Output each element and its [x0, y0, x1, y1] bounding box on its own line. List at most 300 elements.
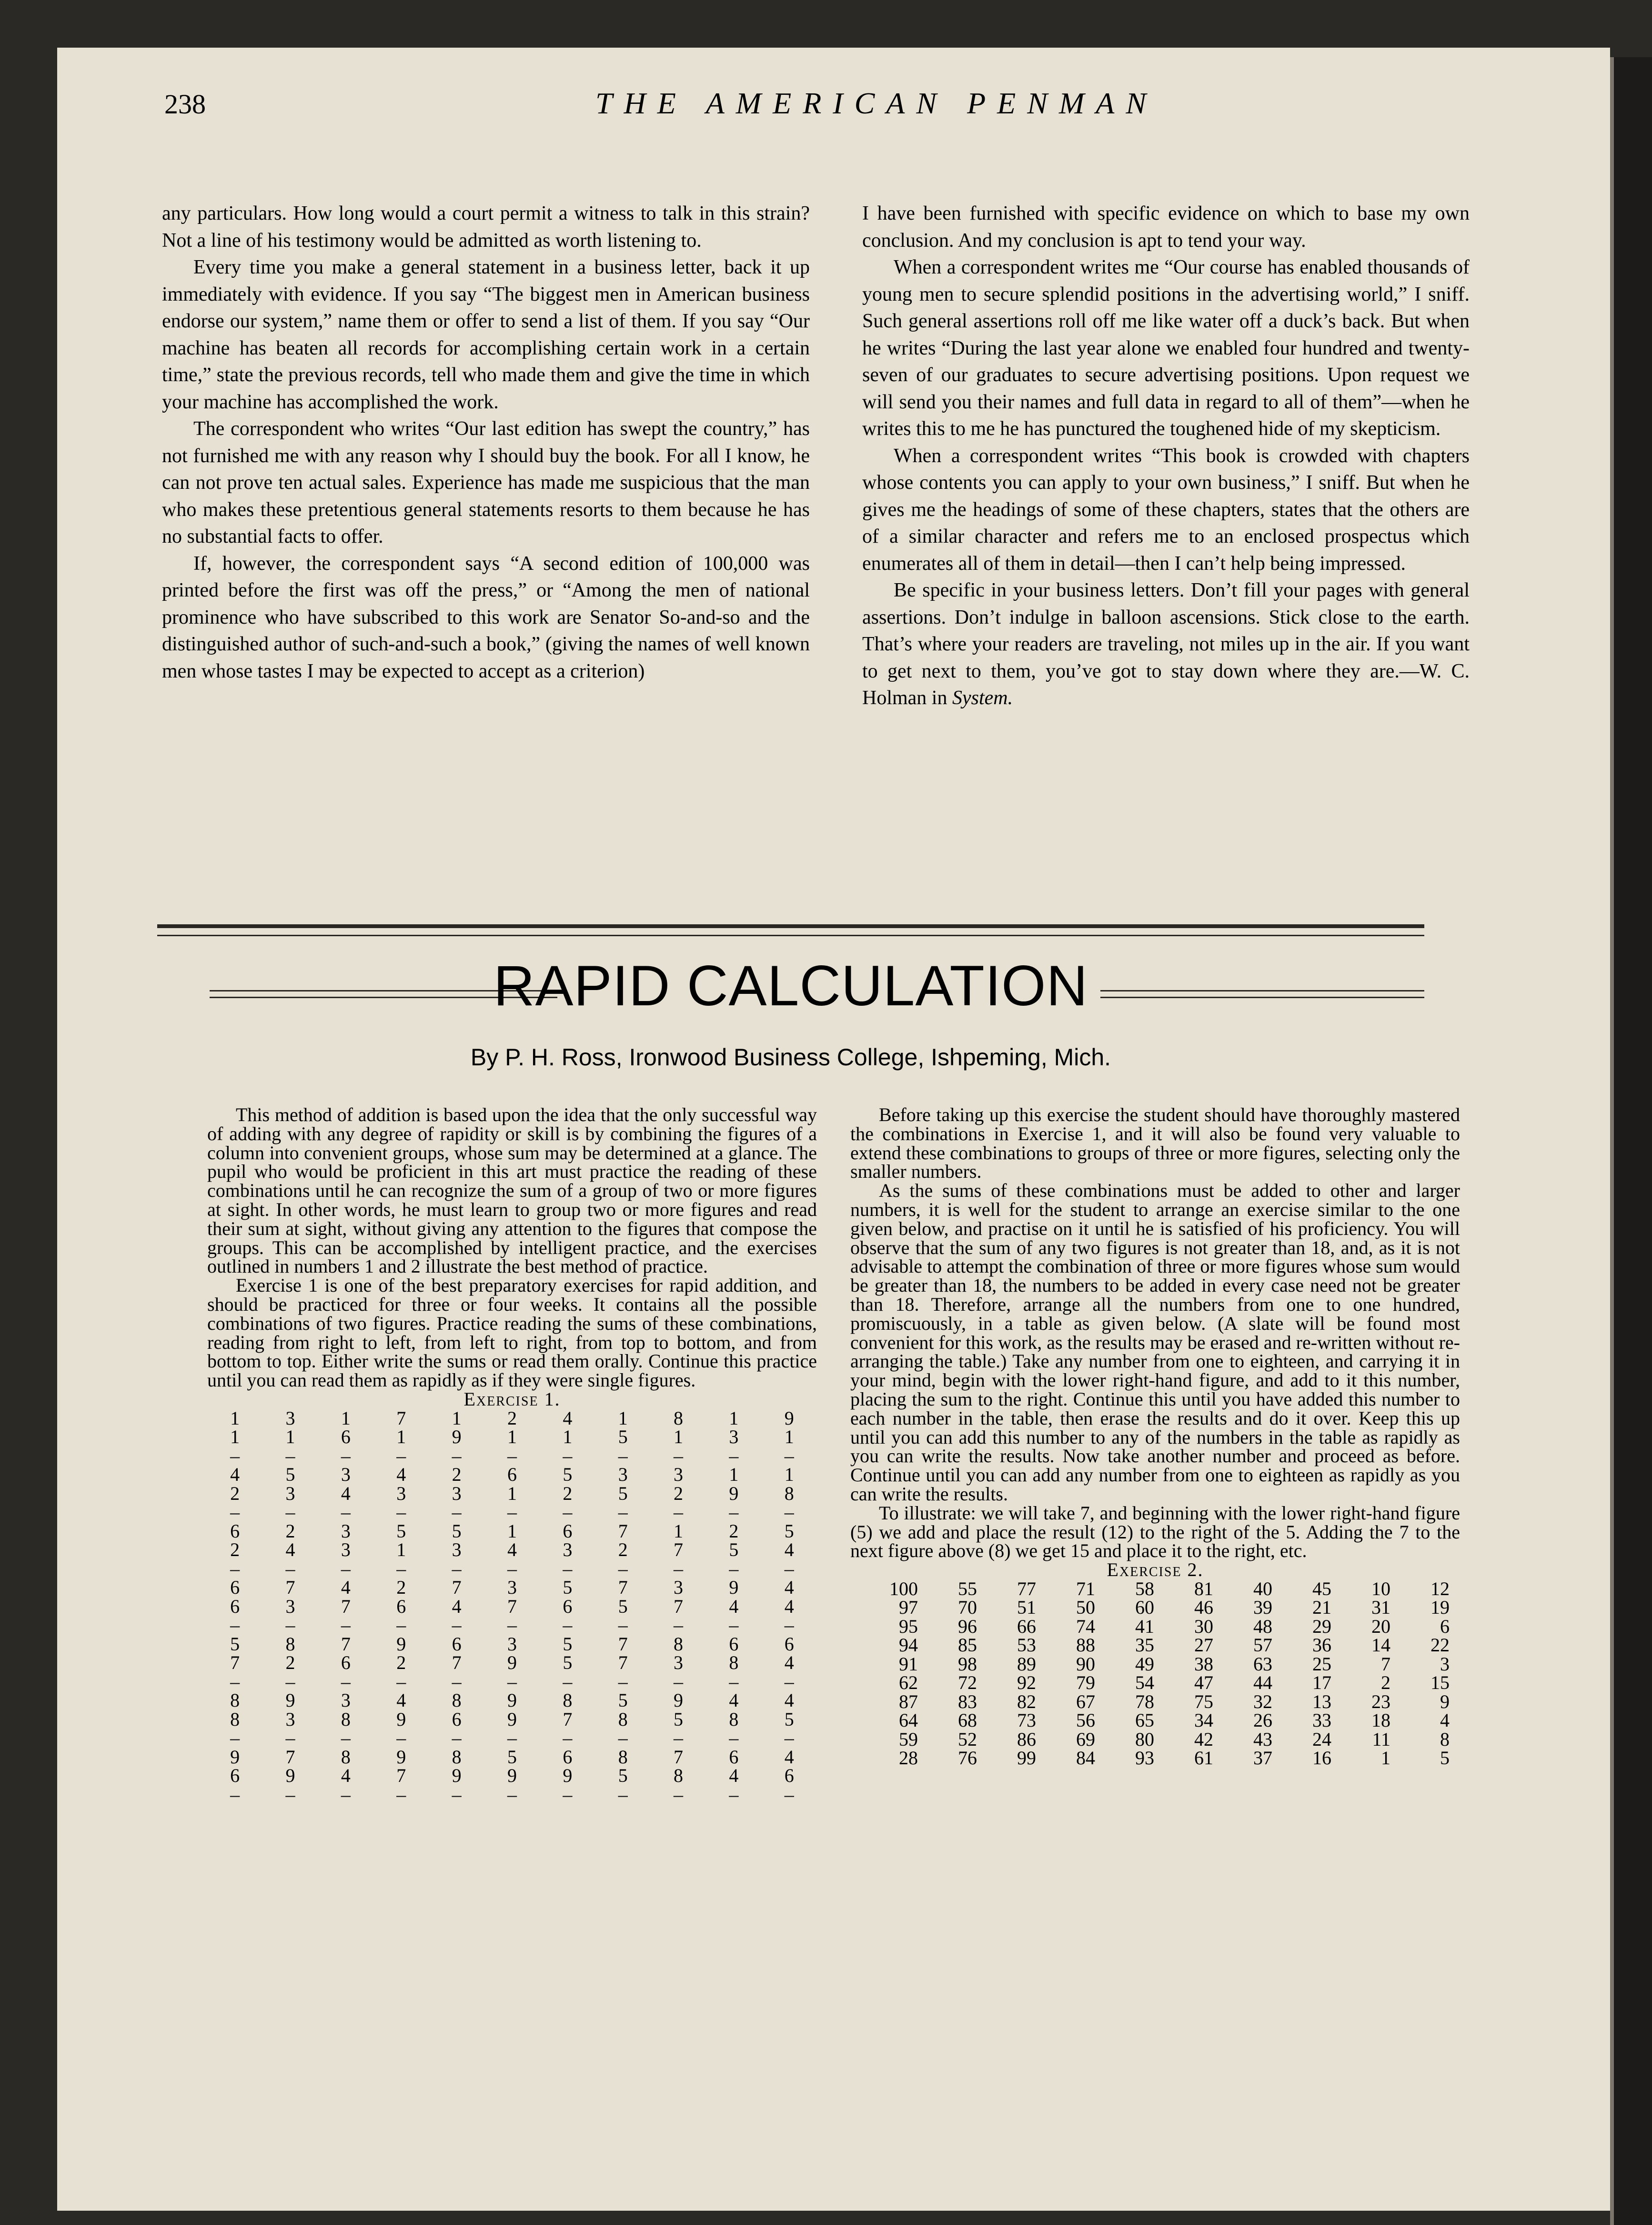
table-cell: 6: [341, 1426, 351, 1448]
table-cell: 3: [341, 1464, 351, 1486]
table-cell: 7: [341, 1633, 351, 1655]
table-cell: 97: [899, 1597, 918, 1618]
table-row: [207, 1691, 817, 1710]
dash-mark: –: [285, 1614, 295, 1636]
table-cell: 26: [1253, 1709, 1272, 1731]
table-cell: 79: [1076, 1672, 1095, 1694]
table-row: [207, 1522, 817, 1541]
table-cell: 8: [674, 1407, 684, 1429]
table-cell: 3: [452, 1482, 462, 1504]
table-cell: 6: [563, 1595, 573, 1617]
dash-mark: –: [563, 1614, 573, 1636]
table-cell: 83: [958, 1690, 977, 1712]
table-cell: 42: [1194, 1728, 1213, 1750]
dash-mark: –: [784, 1501, 794, 1523]
dash-mark: –: [230, 1783, 240, 1805]
table-cell: 9: [507, 1689, 517, 1711]
table-cell: 1: [396, 1426, 406, 1448]
table-cell: 9: [507, 1708, 517, 1730]
table-cell: 55: [958, 1578, 977, 1599]
paragraph: As the sums of these combinations must be added to other and larger numbers, it is well for the student to arrange an exercise similar to the one given below, and practise on it until he is satisfied of his proficiency. You will observe that the sum of any two figures is not greater than 18, and, as it is not advisable to attempt the combination of three or more figures whose sum would be greater than 18, the numbers to be added in every case need not be greater than 18. Therefore, arrange all the numbers from one to one hundred, promiscuously, in a table as given below. (A slate will be found most convenient for this work, as the results may be erased and re-written without re-arranging the table.) Take any number from one to eighteen, and carrying it in your mind, begin with the lower right-hand figure, and add to it this number, placing the sum to the right. Continue this until you have added this number to each number in the table, then erase the results and do it over. Keep this up until you can add this number to any of the numbers in the table as rapidly as you can write the results. Now take another number and proceed as before. Continue until you can add any number from one to eighteen as rapidly as you can write the results.: [850, 1180, 1460, 1505]
dash-mark: –: [563, 1670, 573, 1692]
table-cell: 8: [230, 1689, 240, 1711]
table-cell: 8: [729, 1708, 739, 1730]
table-cell: 5: [563, 1464, 573, 1486]
table-cell: 3: [507, 1633, 517, 1655]
dash-mark: –: [341, 1670, 351, 1692]
table-cell: 8: [674, 1633, 684, 1655]
table-cell: 59: [899, 1728, 918, 1750]
paragraph: To illustrate: we will take 7, and beginning with the lower right-hand figure (5) we add and place the result (12) to the right of the 5. Adding the 7 to the next figure above (8) we get 15 and place it to the right, etc.: [850, 1502, 1460, 1562]
table-row: [850, 1579, 1460, 1598]
table-cell: 5: [452, 1520, 462, 1542]
table-cell: 2: [729, 1520, 739, 1542]
table-cell: 28: [899, 1747, 918, 1769]
table-cell: 84: [1076, 1747, 1095, 1769]
book-spine: [1610, 57, 1652, 2225]
table-cell: 53: [1017, 1634, 1036, 1656]
table-cell: 3: [285, 1482, 295, 1504]
table-cell: 1: [563, 1426, 573, 1448]
table-cell: 7: [507, 1595, 517, 1617]
table-cell: 6: [396, 1595, 406, 1617]
paragraph: Before taking up this exercise the student should have thoroughly mastered the combinations in Exercise 1, and it will also be found very valuable to extend these combinations to groups of three or more figures, selecting only the smaller numbers.: [850, 1104, 1460, 1183]
table-cell: 7: [618, 1633, 628, 1655]
table-cell: 2: [563, 1482, 573, 1504]
table-cell: 5: [396, 1520, 406, 1542]
table-cell: 5: [618, 1482, 628, 1504]
dash-mark: –: [784, 1727, 794, 1749]
table-cell: 19: [1430, 1597, 1450, 1618]
table-row: [850, 1636, 1460, 1655]
table-cell: 5: [563, 1577, 573, 1598]
table-cell: 2: [230, 1539, 240, 1561]
table-cell: 9: [452, 1426, 462, 1448]
dash-mark: –: [674, 1558, 684, 1579]
dash-mark: –: [341, 1727, 351, 1749]
table-cell: 9: [507, 1765, 517, 1787]
title-line-right: [1100, 990, 1424, 991]
table-cell: 8: [341, 1746, 351, 1768]
table-cell: 20: [1371, 1615, 1390, 1637]
dash-mark: –: [729, 1670, 739, 1692]
table-cell: 6: [452, 1633, 462, 1655]
table-cell: 6: [452, 1708, 462, 1730]
dash-mark: –: [507, 1783, 517, 1805]
table-cell: 7: [674, 1539, 684, 1561]
table-cell: 6: [341, 1652, 351, 1674]
paragraph: Exercise 1 is one of the best preparatory exercises for rapid addition, and should be practiced for three or four weeks. It contains all the possible combinations of two figures. Practice reading the sums of these combinations, reading from right to left, from left to right, from top to bottom, and from bottom to top. Either write the sums or read them orally. Continue this practice until you can read them as rapidly as if they were single figures.: [207, 1274, 817, 1391]
table-row: [207, 1540, 817, 1559]
table-row: [850, 1673, 1460, 1692]
dash-mark: –: [452, 1558, 462, 1579]
table-cell: 5: [674, 1708, 684, 1730]
table-cell: 2: [230, 1482, 240, 1504]
table-cell: 1: [230, 1407, 240, 1429]
table-row: [207, 1427, 817, 1446]
table-cell: 49: [1135, 1653, 1154, 1675]
table-cell: 4: [729, 1689, 739, 1711]
table-cell: 4: [507, 1539, 517, 1561]
article-top-right-column: [862, 200, 1470, 712]
table-cell: 7: [674, 1595, 684, 1617]
table-cell: 6: [784, 1765, 794, 1787]
dash-row: [207, 1503, 817, 1522]
table-cell: 78: [1135, 1690, 1154, 1712]
table-cell: 94: [899, 1634, 918, 1656]
dash-mark: –: [618, 1445, 628, 1466]
table-cell: 5: [618, 1689, 628, 1711]
dash-mark: –: [784, 1558, 794, 1579]
table-cell: 15: [1430, 1672, 1450, 1694]
table-row: [207, 1766, 817, 1785]
table-cell: 41: [1135, 1615, 1154, 1637]
dash-mark: –: [230, 1727, 240, 1749]
table-cell: 7: [674, 1746, 684, 1768]
page-edge: [1610, 57, 1614, 2225]
table-cell: 95: [899, 1615, 918, 1637]
dash-mark: –: [729, 1614, 739, 1636]
dash-mark: –: [230, 1614, 240, 1636]
table-cell: 48: [1253, 1615, 1272, 1637]
table-cell: 7: [396, 1765, 406, 1787]
dash-mark: –: [396, 1501, 406, 1523]
table-cell: 7: [341, 1595, 351, 1617]
table-cell: 9: [230, 1746, 240, 1768]
table-cell: 7: [285, 1577, 295, 1598]
table-cell: 5: [1440, 1747, 1450, 1769]
table-cell: 1: [507, 1520, 517, 1542]
table-cell: 51: [1017, 1597, 1036, 1618]
table-cell: 33: [1312, 1709, 1331, 1731]
dash-mark: –: [452, 1783, 462, 1805]
table-cell: 25: [1312, 1653, 1331, 1675]
table-cell: 65: [1135, 1709, 1154, 1731]
table-cell: 3: [452, 1539, 462, 1561]
paragraph: The correspondent who writes “Our last edition has swept the country,” has not furnished me with any reason why I should buy the book. For all I know, he can not prove ten actual sales. Experience has made me suspicious that the man who makes these pretentious general statements resorts to them because he has no substantial facts to offer.: [162, 418, 810, 547]
table-cell: 3: [396, 1482, 406, 1504]
table-cell: 6: [230, 1520, 240, 1542]
paragraph-text: Be specific in your business letters. Don’t fill your pages with general assertions. Don’t indulge in balloon ascensions. Stick close to the earth. That’s where your readers are traveling, not miles up in the air. If you want to get next to them, you’ve got to stay down where they are.—W. C. Holman in: [862, 579, 1470, 709]
table-cell: 7: [1381, 1653, 1390, 1675]
table-cell: 61: [1194, 1747, 1213, 1769]
table-cell: 9: [285, 1689, 295, 1711]
table-cell: 74: [1076, 1615, 1095, 1637]
table-row: [850, 1617, 1460, 1636]
table-cell: 86: [1017, 1728, 1036, 1750]
dash-mark: –: [396, 1727, 406, 1749]
page-number: 238: [164, 89, 206, 120]
table-cell: 8: [618, 1708, 628, 1730]
table-cell: 89: [1017, 1653, 1036, 1675]
table-cell: 5: [618, 1765, 628, 1787]
table-row: [850, 1730, 1460, 1749]
table-cell: 98: [958, 1653, 977, 1675]
table-cell: 9: [396, 1746, 406, 1768]
table-cell: 6: [729, 1746, 739, 1768]
table-cell: 10: [1371, 1578, 1390, 1599]
dash-mark: –: [452, 1727, 462, 1749]
table-cell: 36: [1312, 1634, 1331, 1656]
table-cell: 82: [1017, 1690, 1036, 1712]
table-cell: 1: [396, 1539, 406, 1561]
dash-mark: –: [285, 1783, 295, 1805]
exercise-1-table: [207, 1409, 817, 1804]
article-top-left-column: [162, 200, 810, 685]
table-cell: 69: [1076, 1728, 1095, 1750]
table-cell: 4: [784, 1689, 794, 1711]
title-line-right: [1100, 997, 1424, 998]
table-cell: 1: [507, 1426, 517, 1448]
table-cell: 6: [230, 1765, 240, 1787]
table-cell: 3: [1440, 1653, 1450, 1675]
table-cell: 57: [1253, 1634, 1272, 1656]
dash-mark: –: [230, 1670, 240, 1692]
table-row: [850, 1711, 1460, 1730]
table-cell: 4: [729, 1765, 739, 1787]
table-cell: 60: [1135, 1597, 1154, 1618]
table-cell: 34: [1194, 1709, 1213, 1731]
table-cell: 22: [1430, 1634, 1450, 1656]
dash-mark: –: [784, 1614, 794, 1636]
table-row: [207, 1484, 817, 1503]
table-cell: 44: [1253, 1672, 1272, 1694]
table-cell: 9: [507, 1652, 517, 1674]
dash-mark: –: [784, 1445, 794, 1466]
table-cell: 17: [1312, 1672, 1331, 1694]
dash-mark: –: [507, 1670, 517, 1692]
table-cell: 2: [1381, 1672, 1390, 1694]
table-cell: 35: [1135, 1634, 1154, 1656]
table-cell: 11: [1372, 1728, 1390, 1750]
table-cell: 88: [1076, 1634, 1095, 1656]
table-cell: 5: [563, 1633, 573, 1655]
dash-row: [207, 1559, 817, 1578]
dash-mark: –: [674, 1783, 684, 1805]
table-cell: 7: [618, 1520, 628, 1542]
table-cell: 75: [1194, 1690, 1213, 1712]
table-cell: 91: [899, 1653, 918, 1675]
table-cell: 52: [958, 1728, 977, 1750]
table-cell: 3: [674, 1464, 684, 1486]
table-cell: 9: [729, 1482, 739, 1504]
table-cell: 71: [1076, 1578, 1095, 1599]
paragraph: any particulars. How long would a court permit a witness to talk in this strain? Not a line of his testimony would be admitted as worth listening to.: [162, 202, 810, 252]
table-row: [207, 1653, 817, 1672]
dash-row: [207, 1446, 817, 1466]
table-cell: 4: [784, 1577, 794, 1598]
table-cell: 4: [341, 1577, 351, 1598]
table-cell: 1: [784, 1426, 794, 1448]
dash-mark: –: [674, 1670, 684, 1692]
table-cell: 87: [899, 1690, 918, 1712]
table-cell: 2: [452, 1464, 462, 1486]
table-row: [207, 1710, 817, 1729]
paragraph: I have been furnished with specific evidence on which to base my own conclusion. And my conclusion is apt to tend your way.: [862, 202, 1470, 252]
table-cell: 3: [341, 1689, 351, 1711]
table-cell: 8: [674, 1765, 684, 1787]
table-cell: 9: [563, 1765, 573, 1787]
table-cell: 9: [1440, 1690, 1450, 1712]
dash-mark: –: [285, 1501, 295, 1523]
table-cell: 90: [1076, 1653, 1095, 1675]
dash-mark: –: [452, 1614, 462, 1636]
table-cell: 8: [1440, 1728, 1450, 1750]
dash-mark: –: [674, 1727, 684, 1749]
table-cell: 1: [1381, 1747, 1390, 1769]
table-cell: 4: [784, 1595, 794, 1617]
table-cell: 5: [729, 1539, 739, 1561]
table-cell: 73: [1017, 1709, 1036, 1731]
table-cell: 63: [1253, 1653, 1272, 1675]
table-cell: 16: [1312, 1747, 1331, 1769]
paragraph: If, however, the correspondent says “A second edition of 100,000 was printed before the first was off the press,” or “Among the men of national prominence who have subscribed to this work are Senator So-and-so and the distinguished author of such-and-such a book,” (giving the names of well known men whose tastes I may be expected to accept as a criterion): [162, 552, 810, 682]
dash-mark: –: [396, 1558, 406, 1579]
table-cell: 7: [230, 1652, 240, 1674]
table-cell: 56: [1076, 1709, 1095, 1731]
dash-mark: –: [729, 1558, 739, 1579]
table-cell: 7: [452, 1577, 462, 1598]
table-cell: 4: [784, 1746, 794, 1768]
table-cell: 4: [784, 1539, 794, 1561]
table-cell: 93: [1135, 1747, 1154, 1769]
table-cell: 14: [1371, 1634, 1390, 1656]
table-cell: 80: [1135, 1728, 1154, 1750]
table-cell: 77: [1017, 1578, 1036, 1599]
dash-mark: –: [285, 1445, 295, 1466]
dash-mark: –: [507, 1614, 517, 1636]
table-cell: 3: [674, 1577, 684, 1598]
table-cell: 18: [1371, 1709, 1390, 1731]
table-cell: 76: [958, 1747, 977, 1769]
dash-mark: –: [230, 1558, 240, 1579]
section-rule: [157, 935, 1424, 936]
dash-mark: –: [341, 1445, 351, 1466]
table-row: [207, 1635, 817, 1654]
dash-mark: –: [563, 1727, 573, 1749]
table-cell: 5: [507, 1746, 517, 1768]
dash-mark: –: [729, 1445, 739, 1466]
table-cell: 3: [618, 1464, 628, 1486]
table-cell: 6: [1440, 1615, 1450, 1637]
dash-mark: –: [396, 1445, 406, 1466]
table-cell: 37: [1253, 1747, 1272, 1769]
paragraph: [862, 577, 1470, 712]
table-cell: 2: [396, 1577, 406, 1598]
table-cell: 58: [1135, 1578, 1154, 1599]
table-cell: 50: [1076, 1597, 1095, 1618]
table-cell: 85: [958, 1634, 977, 1656]
table-cell: 100: [889, 1578, 918, 1599]
table-cell: 1: [452, 1407, 462, 1429]
article-title: RAPID CALCULATION: [493, 954, 1088, 1018]
table-cell: 4: [729, 1595, 739, 1617]
table-cell: 6: [784, 1633, 794, 1655]
dash-mark: –: [784, 1783, 794, 1805]
table-cell: 5: [618, 1426, 628, 1448]
table-cell: 96: [958, 1615, 977, 1637]
table-cell: 21: [1312, 1597, 1331, 1618]
table-cell: 8: [618, 1746, 628, 1768]
table-cell: 3: [563, 1539, 573, 1561]
table-cell: 6: [729, 1633, 739, 1655]
table-cell: 4: [1440, 1709, 1450, 1731]
table-cell: 1: [784, 1464, 794, 1486]
dash-mark: –: [674, 1501, 684, 1523]
table-cell: 9: [674, 1689, 684, 1711]
table-cell: 9: [396, 1633, 406, 1655]
table-row: [207, 1465, 817, 1484]
table-cell: 9: [396, 1708, 406, 1730]
table-cell: 9: [729, 1577, 739, 1598]
table-cell: 3: [507, 1577, 517, 1598]
byline: By P. H. Ross, Ironwood Business College, Ishpeming, Mich.: [470, 1044, 1111, 1071]
table-cell: 4: [230, 1464, 240, 1486]
table-cell: 3: [285, 1708, 295, 1730]
table-cell: 8: [285, 1633, 295, 1655]
table-cell: 6: [563, 1746, 573, 1768]
table-cell: 4: [396, 1689, 406, 1711]
table-cell: 38: [1194, 1653, 1213, 1675]
dash-mark: –: [507, 1558, 517, 1579]
table-cell: 5: [784, 1520, 794, 1542]
table-cell: 8: [563, 1689, 573, 1711]
table-cell: 9: [784, 1407, 794, 1429]
running-title: THE AMERICAN PENMAN: [595, 86, 1158, 120]
table-cell: 4: [396, 1464, 406, 1486]
table-cell: 7: [618, 1577, 628, 1598]
dash-mark: –: [729, 1501, 739, 1523]
table-cell: 5: [784, 1708, 794, 1730]
table-cell: 1: [285, 1426, 295, 1448]
dash-mark: –: [729, 1727, 739, 1749]
table-cell: 92: [1017, 1672, 1036, 1694]
table-cell: 54: [1135, 1672, 1154, 1694]
table-cell: 64: [899, 1709, 918, 1731]
dash-mark: –: [396, 1783, 406, 1805]
table-row: [850, 1598, 1460, 1617]
dash-mark: –: [784, 1670, 794, 1692]
table-cell: 4: [285, 1539, 295, 1561]
table-cell: 5: [563, 1652, 573, 1674]
table-cell: 1: [618, 1407, 628, 1429]
table-cell: 45: [1312, 1578, 1331, 1599]
dash-mark: –: [507, 1445, 517, 1466]
table-row: [850, 1692, 1460, 1711]
table-cell: 1: [729, 1407, 739, 1429]
table-cell: 7: [563, 1708, 573, 1730]
dash-mark: –: [285, 1670, 295, 1692]
table-cell: 1: [507, 1482, 517, 1504]
exercise-2-title: Exercise 2.: [1107, 1559, 1204, 1581]
table-row: [207, 1578, 817, 1597]
dash-mark: –: [618, 1670, 628, 1692]
dash-mark: –: [618, 1614, 628, 1636]
table-cell: 46: [1194, 1597, 1213, 1618]
table-cell: 1: [729, 1464, 739, 1486]
dash-mark: –: [618, 1558, 628, 1579]
dash-mark: –: [674, 1614, 684, 1636]
table-cell: 3: [674, 1652, 684, 1674]
table-cell: 39: [1253, 1597, 1272, 1618]
table-cell: 7: [452, 1652, 462, 1674]
table-cell: 7: [618, 1652, 628, 1674]
table-cell: 29: [1312, 1615, 1331, 1637]
table-cell: 43: [1253, 1728, 1272, 1750]
table-cell: 12: [1430, 1578, 1450, 1599]
dash-mark: –: [618, 1501, 628, 1523]
table-cell: 70: [958, 1597, 977, 1618]
